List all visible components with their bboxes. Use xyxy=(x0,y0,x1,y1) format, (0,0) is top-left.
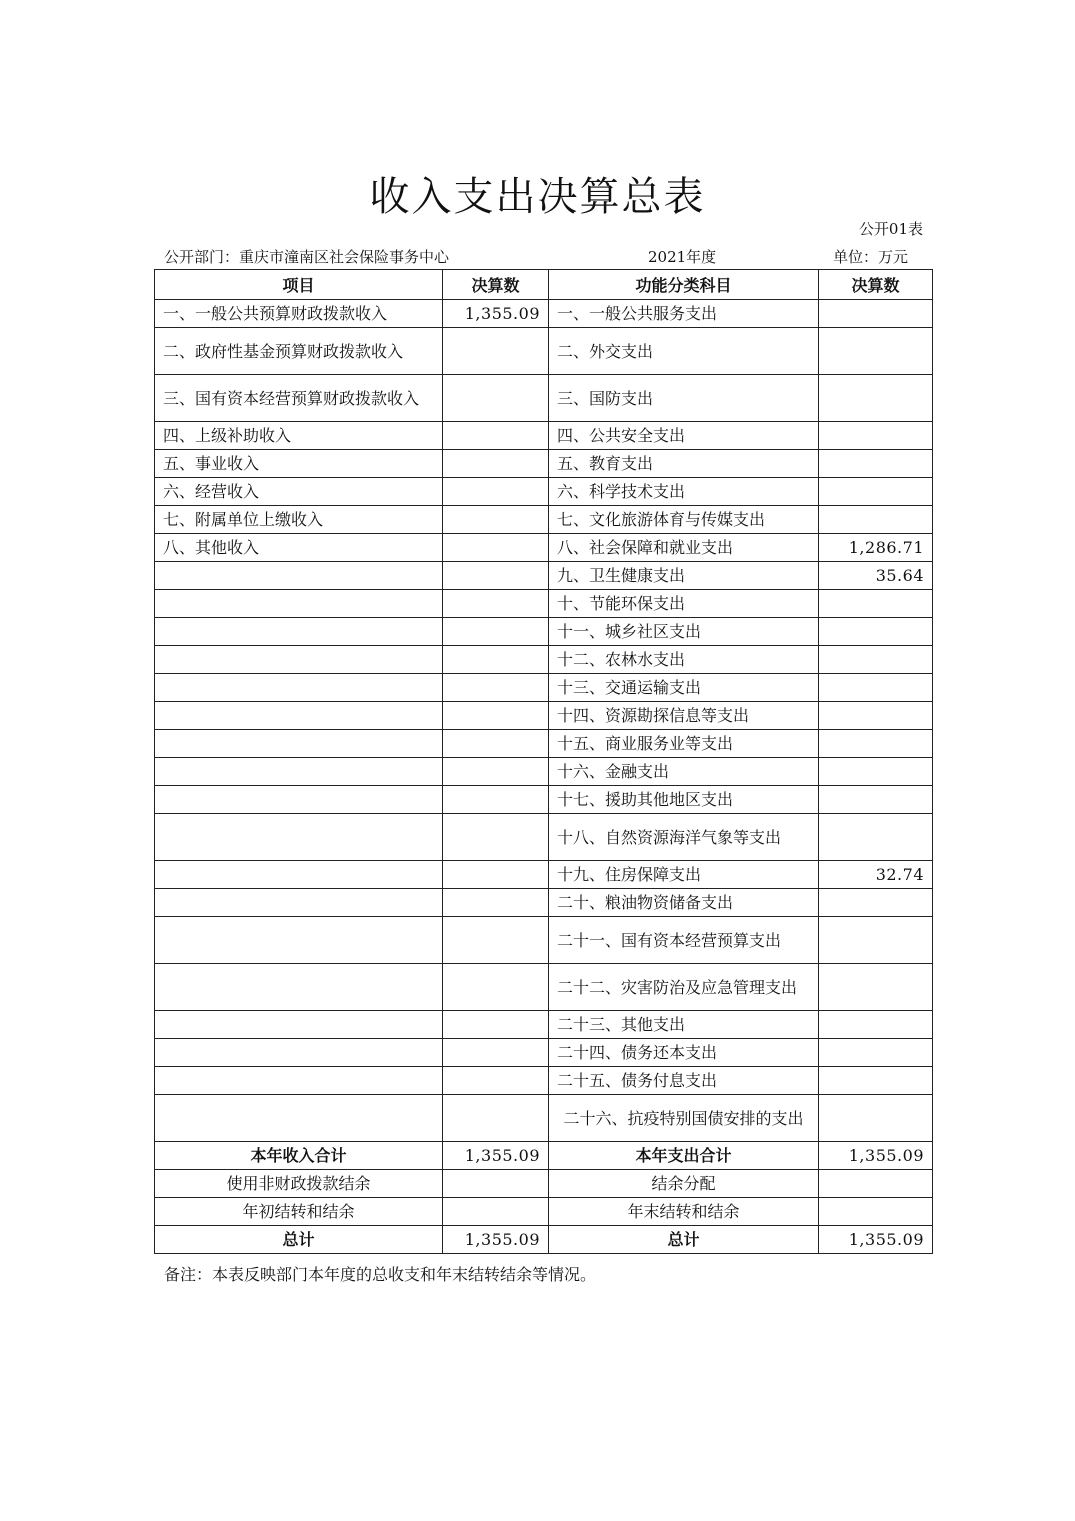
income-amount-cell xyxy=(443,328,549,375)
table-row xyxy=(155,646,933,674)
income-amount-cell xyxy=(443,786,549,814)
form-number: 公开01表 xyxy=(858,220,923,238)
income-amount-cell xyxy=(443,534,549,562)
income-item-cell: 三、国有资本经营预算财政拨款收入 xyxy=(155,375,443,422)
income-amount-cell xyxy=(443,478,549,506)
income-amount-cell xyxy=(443,1039,549,1067)
expense-item-cell: 十、节能环保支出 xyxy=(549,590,819,618)
income-item-cell xyxy=(155,814,443,861)
total-row xyxy=(155,1226,933,1254)
income-amount-cell xyxy=(443,1095,549,1142)
expense-amount-cell xyxy=(819,1095,933,1142)
header-income-item: 项目 xyxy=(155,270,443,300)
expense-amount-cell xyxy=(819,450,933,478)
income-item-cell xyxy=(155,702,443,730)
income-item-cell: 五、事业收入 xyxy=(155,450,443,478)
income-item-cell: 八、其他收入 xyxy=(155,534,443,562)
expense-item-cell: 二十、粮油物资储备支出 xyxy=(549,889,819,917)
unit-label: 单位：万元 xyxy=(832,248,908,266)
total-income-amount: 1,355.09 xyxy=(443,1226,549,1254)
expense-item-cell: 二十二、灾害防治及应急管理支出 xyxy=(549,964,819,1011)
table-row xyxy=(155,1095,933,1142)
total-row xyxy=(155,1142,933,1170)
income-amount-cell xyxy=(443,758,549,786)
income-item-cell xyxy=(155,1011,443,1039)
income-amount-cell xyxy=(443,674,549,702)
expense-amount-cell xyxy=(819,917,933,964)
income-item-cell xyxy=(155,786,443,814)
expense-item-cell: 二十一、国有资本经营预算支出 xyxy=(549,917,819,964)
income-item-cell xyxy=(155,1095,443,1142)
income-item-cell xyxy=(155,964,443,1011)
expense-amount-cell xyxy=(819,328,933,375)
expense-item-cell: 十一、城乡社区支出 xyxy=(549,618,819,646)
table-row xyxy=(155,375,933,422)
expense-amount-cell xyxy=(819,702,933,730)
total-income-amount: 1,355.09 xyxy=(443,1142,549,1170)
income-item-cell xyxy=(155,618,443,646)
expense-amount-cell xyxy=(819,1039,933,1067)
budget-table xyxy=(154,269,933,1254)
table-row xyxy=(155,506,933,534)
table-row xyxy=(155,917,933,964)
total-income-label: 总计 xyxy=(155,1226,443,1254)
income-item-cell xyxy=(155,758,443,786)
expense-item-cell: 二十四、债务还本支出 xyxy=(549,1039,819,1067)
income-amount-cell xyxy=(443,964,549,1011)
table-row xyxy=(155,758,933,786)
expense-item-cell: 十五、商业服务业等支出 xyxy=(549,730,819,758)
expense-amount-cell xyxy=(819,590,933,618)
income-item-cell: 二、政府性基金预算财政拨款收入 xyxy=(155,328,443,375)
expense-item-cell: 十六、金融支出 xyxy=(549,758,819,786)
total-expense-amount xyxy=(819,1170,933,1198)
expense-amount-cell xyxy=(819,1011,933,1039)
expense-amount-cell: 1,286.71 xyxy=(819,534,933,562)
header-expense-amount: 决算数 xyxy=(819,270,933,300)
income-item-cell: 六、经营收入 xyxy=(155,478,443,506)
income-amount-cell xyxy=(443,562,549,590)
expense-amount-cell xyxy=(819,375,933,422)
income-item-cell xyxy=(155,674,443,702)
income-amount-cell xyxy=(443,422,549,450)
total-income-label: 使用非财政拨款结余 xyxy=(155,1170,443,1198)
expense-item-cell: 十七、援助其他地区支出 xyxy=(549,786,819,814)
expense-amount-cell xyxy=(819,730,933,758)
expense-item-cell: 四、公共安全支出 xyxy=(549,422,819,450)
income-item-cell xyxy=(155,1067,443,1095)
income-amount-cell xyxy=(443,730,549,758)
expense-item-cell: 十九、住房保障支出 xyxy=(549,861,819,889)
expense-item-cell: 十二、农林水支出 xyxy=(549,646,819,674)
total-row xyxy=(155,1170,933,1198)
total-row xyxy=(155,1198,933,1226)
income-amount-cell: 1,355.09 xyxy=(443,300,549,328)
report-meta xyxy=(164,246,922,266)
expense-item-cell: 八、社会保障和就业支出 xyxy=(549,534,819,562)
income-amount-cell xyxy=(443,590,549,618)
table-row xyxy=(155,618,933,646)
expense-amount-cell xyxy=(819,1067,933,1095)
income-item-cell xyxy=(155,730,443,758)
income-amount-cell xyxy=(443,889,549,917)
expense-item-cell: 十四、资源勘探信息等支出 xyxy=(549,702,819,730)
expense-item-cell: 一、一般公共服务支出 xyxy=(549,300,819,328)
expense-item-cell: 二十六、抗疫特别国债安排的支出 xyxy=(549,1095,819,1142)
table-row xyxy=(155,478,933,506)
expense-amount-cell xyxy=(819,506,933,534)
expense-amount-cell xyxy=(819,964,933,1011)
expense-item-cell: 九、卫生健康支出 xyxy=(549,562,819,590)
income-amount-cell xyxy=(443,375,549,422)
income-item-cell xyxy=(155,562,443,590)
total-expense-amount: 1,355.09 xyxy=(819,1142,933,1170)
expense-amount-cell xyxy=(819,758,933,786)
year-label: 2021年度 xyxy=(648,248,717,266)
income-amount-cell xyxy=(443,861,549,889)
expense-item-cell: 二十五、债务付息支出 xyxy=(549,1067,819,1095)
table-row xyxy=(155,674,933,702)
table-header-row xyxy=(155,270,933,300)
income-item-cell: 一、一般公共预算财政拨款收入 xyxy=(155,300,443,328)
table-row xyxy=(155,328,933,375)
expense-amount-cell xyxy=(819,646,933,674)
header-income-amount: 决算数 xyxy=(443,270,549,300)
total-expense-amount: 1,355.09 xyxy=(819,1226,933,1254)
income-amount-cell xyxy=(443,814,549,861)
table-row xyxy=(155,590,933,618)
expense-amount-cell xyxy=(819,478,933,506)
income-item-cell xyxy=(155,861,443,889)
expense-item-cell: 五、教育支出 xyxy=(549,450,819,478)
table-row xyxy=(155,422,933,450)
expense-amount-cell xyxy=(819,786,933,814)
income-amount-cell xyxy=(443,450,549,478)
income-amount-cell xyxy=(443,618,549,646)
expense-amount-cell xyxy=(819,300,933,328)
table-row xyxy=(155,562,933,590)
income-amount-cell xyxy=(443,646,549,674)
income-item-cell xyxy=(155,889,443,917)
expense-item-cell: 七、文化旅游体育与传媒支出 xyxy=(549,506,819,534)
total-income-amount xyxy=(443,1170,549,1198)
income-item-cell xyxy=(155,917,443,964)
income-amount-cell xyxy=(443,1067,549,1095)
header-expense-item: 功能分类科目 xyxy=(549,270,819,300)
total-expense-label: 本年支出合计 xyxy=(549,1142,819,1170)
expense-item-cell: 二十三、其他支出 xyxy=(549,1011,819,1039)
table-row xyxy=(155,534,933,562)
income-item-cell xyxy=(155,590,443,618)
income-item-cell xyxy=(155,1039,443,1067)
income-amount-cell xyxy=(443,506,549,534)
footnote: 备注：本表反映部门本年度的总收支和年末结转结余等情况。 xyxy=(164,1265,597,1284)
page-title: 收入支出决算总表 xyxy=(369,174,706,220)
expense-item-cell: 二、外交支出 xyxy=(549,328,819,375)
expense-item-cell: 三、国防支出 xyxy=(549,375,819,422)
expense-item-cell: 十八、自然资源海洋气象等支出 xyxy=(549,814,819,861)
income-amount-cell xyxy=(443,917,549,964)
table-row xyxy=(155,730,933,758)
income-item-cell: 四、上级补助收入 xyxy=(155,422,443,450)
table-row xyxy=(155,1011,933,1039)
table-row xyxy=(155,702,933,730)
table-row xyxy=(155,861,933,889)
income-amount-cell xyxy=(443,702,549,730)
total-expense-label: 年末结转和结余 xyxy=(549,1198,819,1226)
total-expense-amount xyxy=(819,1198,933,1226)
income-item-cell: 七、附属单位上缴收入 xyxy=(155,506,443,534)
table-row xyxy=(155,1039,933,1067)
department-label: 公开部门：重庆市潼南区社会保险事务中心 xyxy=(164,248,450,266)
expense-item-cell: 六、科学技术支出 xyxy=(549,478,819,506)
income-amount-cell xyxy=(443,1011,549,1039)
expense-amount-cell xyxy=(819,889,933,917)
table-row xyxy=(155,964,933,1011)
total-income-label: 本年收入合计 xyxy=(155,1142,443,1170)
table-row xyxy=(155,300,933,328)
expense-amount-cell xyxy=(819,422,933,450)
table-row xyxy=(155,889,933,917)
total-expense-label: 总计 xyxy=(549,1226,819,1254)
table-row xyxy=(155,450,933,478)
table-row xyxy=(155,1067,933,1095)
expense-amount-cell: 35.64 xyxy=(819,562,933,590)
total-income-amount xyxy=(443,1198,549,1226)
total-income-label: 年初结转和结余 xyxy=(155,1198,443,1226)
expense-item-cell: 十三、交通运输支出 xyxy=(549,674,819,702)
table-row xyxy=(155,786,933,814)
expense-amount-cell xyxy=(819,814,933,861)
expense-amount-cell xyxy=(819,618,933,646)
expense-amount-cell: 32.74 xyxy=(819,861,933,889)
total-expense-label: 结余分配 xyxy=(549,1170,819,1198)
income-item-cell xyxy=(155,646,443,674)
expense-amount-cell xyxy=(819,674,933,702)
table-row xyxy=(155,814,933,861)
